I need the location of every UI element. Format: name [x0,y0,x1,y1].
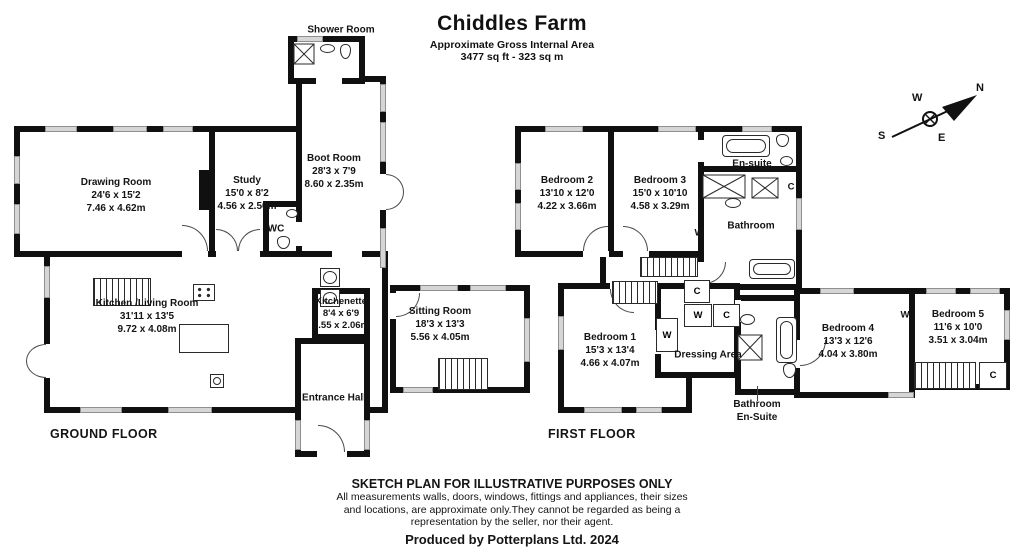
sink-fixture [740,314,755,325]
window [295,420,301,450]
door-arc [26,361,46,378]
room-label-kitchen-living: Kitchen /Living Room 31'11 x 13'5 9.72 x 4.08m [95,297,199,335]
room-label-dressing-area: Dressing Area [674,349,742,361]
door-gap [583,251,609,257]
window [380,84,386,112]
window [926,288,956,294]
sink-fixture [780,156,793,166]
disclaimer-title: SKETCH PLAN FOR ILLUSTRATIVE PURPOSES ONLY [351,477,673,491]
cupboard: C [713,304,740,327]
door-gap [296,222,302,246]
window [14,204,20,234]
door-arc [386,174,404,192]
window [584,407,622,413]
room-label-bedroom-4: Bedroom 4 13'3 x 12'6 4.04 x 3.80m [818,322,878,360]
room-label-bathroom-ensuite: Bathroom En-Suite [733,399,781,423]
first-floor-label: FIRST FLOOR [548,427,636,441]
ground-floor-label: GROUND FLOOR [50,427,158,441]
door-gap [216,251,260,257]
window [403,387,433,393]
wardrobe-label: W [900,309,910,321]
window [14,156,20,184]
sink-fixture [725,198,741,208]
window [420,285,458,291]
room-label-bedroom-2: Bedroom 2 13'10 x 12'0 4.22 x 3.66m [537,174,597,212]
bathtub-fixture [776,317,797,363]
window [168,407,212,413]
plan-area: 3477 sq ft - 323 sq m [460,51,564,63]
chimney-breast [199,170,215,210]
disclaimer: SKETCH PLAN FOR ILLUSTRATIVE PURPOSES ONLY All measurements walls, doors, windows, fittings and appliances, their sizes and locations, are approximate only.They cannot be regarded as being a representation by the seller, nor their agent. Produced by Potterplans Ltd. 2024 [0,477,1024,547]
window [380,122,386,162]
door-gap [316,78,342,84]
window [558,316,564,350]
room-label-bathroom: Bathroom [727,220,775,232]
window [44,266,50,298]
window [888,392,914,398]
producer-credit: Produced by Potterplans Ltd. 2024 [405,531,619,547]
shower-fixture [751,177,779,199]
compass-w-label: W [912,92,923,104]
plan-header [0,12,1024,63]
room-label-bedroom-3: Bedroom 3 15'0 x 10'10 4.58 x 3.29m [630,174,690,212]
room-label-wc: WC [267,223,285,235]
staircase [612,281,658,304]
window [470,285,506,291]
room-label-entrance-hall: Entrance Hall [302,392,366,404]
window [364,420,370,450]
wardrobe-label: W [694,227,704,239]
window [515,163,521,190]
appliance-fixture [320,268,340,287]
staircase [914,362,976,389]
door-arc [386,192,404,210]
compass-e-label: E [938,132,946,144]
room-label-sitting-room: Sitting Room 18'3 x 13'3 5.56 x 4.05m [408,305,472,343]
sink-fixture [286,209,298,218]
door-gap [698,140,704,162]
room-label-boot-room: Boot Room 28'3 x 7'9 8.60 x 2.35m [304,152,364,190]
window [970,288,1000,294]
compass-n-label: N [976,82,984,94]
room-label-study: Study 15'0 x 8'2 4.56 x 2.50m [217,174,277,212]
room-label-bedroom-1: Bedroom 1 15'3 x 13'4 4.66 x 4.07m [580,331,640,369]
door-gap [332,251,362,257]
sink-fixture [320,44,335,53]
window [545,126,583,132]
window [163,126,193,132]
bathtub-fixture [749,259,795,279]
wardrobe: W [684,304,712,327]
shower-fixture [702,174,746,199]
window [380,228,386,268]
staircase [438,358,488,390]
window [742,126,772,132]
window [796,198,802,230]
window [1004,310,1010,340]
cupboard: C [979,362,1007,389]
room-label-ensuite: En-suite [732,158,772,170]
cupboard: C [684,280,710,303]
compass-rose-icon [876,80,996,152]
room-label-drawing-room: Drawing Room 24'6 x 15'2 7.46 x 4.62m [80,176,152,214]
room-label-bedroom-5: Bedroom 5 11'6 x 10'0 3.51 x 3.04m [928,308,988,346]
window [636,407,662,413]
window [820,288,854,294]
plan-subtitle: Approximate Gross Internal Area [429,39,595,51]
staircase [640,257,698,277]
wardrobe: W [656,318,678,352]
window [80,407,122,413]
room-label-kitchenette: Kitchenette 8'4 x 6'9 2.55 x 2.06m [313,295,369,332]
bathtub-fixture [722,135,770,157]
door-gap [182,251,208,257]
shower-fixture [293,43,315,65]
room-label-shower-room: Shower Room [307,24,375,36]
door-arc [26,344,46,361]
plan-title: Chiddles Farm [437,12,587,35]
cupboard-label: C [787,181,795,193]
compass-s-label: S [878,130,886,142]
window [45,126,77,132]
window [515,203,521,230]
window [524,318,530,362]
window [113,126,147,132]
window [658,126,696,132]
sink-fixture [210,374,224,388]
